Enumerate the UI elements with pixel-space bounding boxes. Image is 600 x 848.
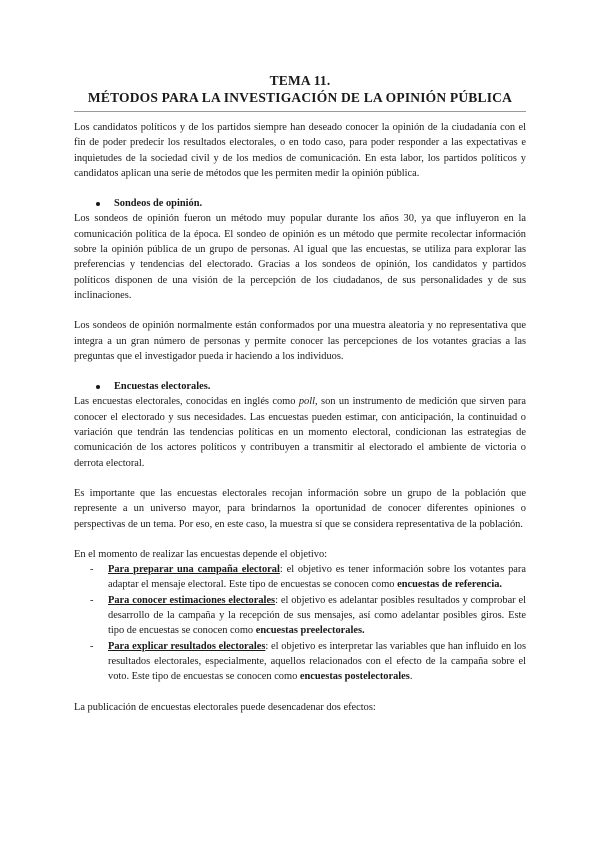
- list-item-label: Para explicar resultados electorales: [108, 640, 266, 652]
- list-item-term: encuestas de referencia.: [397, 579, 503, 591]
- list-item: [74, 593, 526, 639]
- text-run: : el objetivo es tener información sobre los votantes para adaptar el mensaje electoral. Este tipo de encuestas se conocen como: [108, 564, 526, 591]
- dash-icon: -: [90, 640, 94, 652]
- list-item-text: [108, 639, 526, 685]
- list-item: [74, 639, 526, 685]
- objective-list: [74, 562, 526, 684]
- title-block: [74, 0, 526, 106]
- text-run: Las encuestas electorales, conocidas en inglés como: [74, 396, 299, 408]
- bullet-icon: [96, 202, 100, 206]
- text-run: : el objetivo es adelantar posibles resultados y comprobar el desarrollo de la campaña y la recepción de sus mensajes, así como adelantar posibles giros. Este tipo de encuestas se conocen como: [108, 594, 527, 637]
- list-item-label: Para preparar una campaña electoral: [108, 564, 280, 576]
- encuestas-paragraph-2: Es importante que las encuestas electorales recojan información sobre un grupo de la población que represente a un universo mayor, para brindarnos la oportunidad de conocer diferentes opiniones o perspectivas de un tema. Por eso, en este caso, la muestra sí que se considera representativa de la población.: [74, 487, 526, 530]
- dash-icon: -: [90, 594, 94, 606]
- topic-number: TEMA 11.: [269, 73, 331, 88]
- section-heading-label: Sondeos de opinión.: [114, 198, 203, 210]
- page-title: MÉTODOS PARA LA INVESTIGACIÓN DE LA OPINIÓN PÚBLICA: [87, 90, 513, 105]
- list-item-term: encuestas preelectorales.: [255, 625, 365, 637]
- list-item-text: [108, 562, 526, 593]
- text-run: : el objetivo es interpretar las variables que han influido en los resultados electorales, especialmente, aquellos relacionados con el efecto de la campaña sobre el voto. Este tipo de encuestas se conocen como: [108, 640, 526, 683]
- title-divider: [74, 111, 526, 112]
- section-heading-label: Encuestas electorales.: [114, 381, 211, 393]
- objective-list-intro: En el momento de realizar las encuestas depende el objetivo:: [74, 548, 328, 560]
- sondeos-paragraph-2: Los sondeos de opinión normalmente están conformados por una muestra aleatoria y no representativa que integra a un gran número de personas y permite conocer las percepciones de los votantes gracias a las preguntas que el investigador pueda ir haciendo a los individuos.: [74, 320, 526, 362]
- list-item: [74, 562, 526, 593]
- text-run: , son un instrumento de medición que sirven para conocer el electorado y sus necesidades. Las encuestas pueden estimar, con anticipación, la continuidad o variación que tendrán las tendencias políticas en un momento electoral, condicionan las estrategias de comunicación de los actores políticos y contribuyen a transmitir al electorado el ambiente de victoria o derrota electoral.: [74, 396, 526, 469]
- closing-paragraph: La publicación de encuestas electorales puede desencadenar dos efectos:: [74, 701, 376, 713]
- bullet-icon: [96, 385, 100, 389]
- encuestas-paragraph-1: [74, 394, 526, 470]
- intro-paragraph: Los candidatos políticos y de los partidos siempre han deseado conocer la opinión de la ciudadanía con el fin de poder predecir los resultados electorales, o en todo caso, para poder responder a las expectativas e inquietudes de la sociedad civil y de los medios de comunicación. En esta labor, los partidos políticos y candidatos aplican una serie de métodos que les permiten medir la opinión pública.: [74, 122, 526, 179]
- italic-term-poll: poll: [298, 396, 316, 408]
- list-item-label: Para conocer estimaciones electorales: [108, 594, 276, 606]
- section-heading-sondeos: [74, 196, 526, 211]
- section-heading-encuestas: [74, 379, 526, 394]
- list-item-term: encuestas postelectorales: [299, 671, 410, 683]
- text-run: .: [409, 671, 413, 683]
- sondeos-paragraph-1: Los sondeos de opinión fueron un método muy popular durante los años 30, ya que influyeron en la comunicación política de la época. El sondeo de opinión es un método que permite recolectar información sobre la opinión pública de un grupo de personas. Al igual que las encuestas, se utiliza para explorar las preferencias y tendencias del electorado. Gracias a los sondeos de opinión, los candidatos y partidos políticos disponen de una visión de la percepción de los ciudadanos, de sus personalidades y de sus inclinaciones.: [74, 213, 526, 301]
- list-item-text: [108, 593, 526, 639]
- dash-icon: -: [90, 564, 94, 576]
